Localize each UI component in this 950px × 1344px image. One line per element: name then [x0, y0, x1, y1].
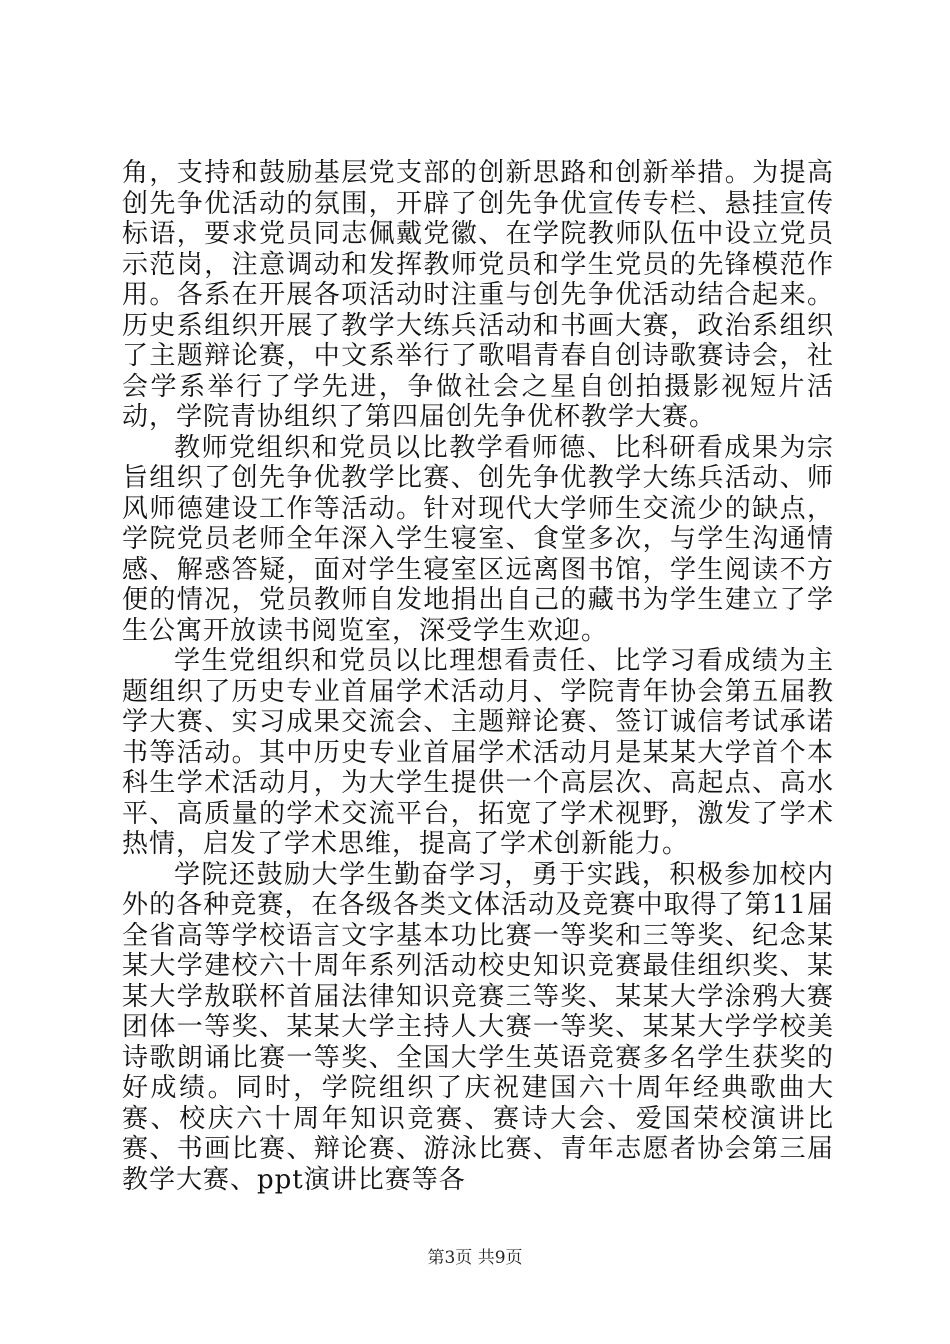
- paragraph: 角，支持和鼓励基层党支部的创新思路和创新举措。为提高创先争优活动的氛围，开辟了创先争优宣传专栏、悬挂宣传标语，要求党员同志佩戴党徽、在学院教师队伍中设立党员示范岗，注意调动和发挥教师党员和学生党员的先锋模范作用。各系在开展各项活动时注重与创先争优活动结合起来。历史系组织开展了教学大练兵活动和书画大赛，政治系组织了主题辩论赛，中文系举行了歌唱青春自创诗歌赛诗会，社会学系举行了学先进，争做社会之星自创拍摄影视短片活动，学院青协组织了第四届创先争优杯教学大赛。: [122, 158, 834, 432]
- paragraph: 学院还鼓励大学生勤奋学习，勇于实践，积极参加校内外的各种竞赛，在各级各类文体活动及竞赛中取得了第11届全省高等学校语言文字基本功比赛一等奖和三等奖、纪念某某大学建校六十周年系列活动校史知识竞赛最佳组织奖、某某大学敖联杯首届法律知识竞赛三等奖、某某大学涂鸦大赛团体一等奖、某某大学主持人大赛一等奖、某某大学学校美诗歌朗诵比赛一等奖、全国大学生英语竞赛多名学生获奖的好成绩。同时，学院组织了庆祝建国六十周年经典歌曲大赛、校庆六十周年知识竞赛、赛诗大会、爱国荣校演讲比赛、书画比赛、辩论赛、游泳比赛、青年志愿者协会第三届教学大赛、ppt演讲比赛等各: [122, 859, 834, 1195]
- paragraph: 教师党组织和党员以比教学看师德、比科研看成果为宗旨组织了创先争优教学比赛、创先争优教学大练兵活动、师风师德建设工作等活动。针对现代大学师生交流少的缺点，学院党员老师全年深入学生寝室、食堂多次，与学生沟通情感、解惑答疑，面对学生寝室区远离图书馆，学生阅读不方便的情况，党员教师自发地捐出自己的藏书为学生建立了学生公寓开放读书阅览室，深受学生欢迎。: [122, 432, 834, 646]
- document-body: [122, 158, 834, 1195]
- paragraph: 学生党组织和党员以比理想看责任、比学习看成绩为主题组织了历史专业首届学术活动月、学院青年协会第五届教学大赛、实习成果交流会、主题辩论赛、签订诚信考试承诺书等活动。其中历史专业首届学术活动月是某某大学首个本科生学术活动月，为大学生提供一个高层次、高起点、高水平、高质量的学术交流平台，拓宽了学术视野，激发了学术热情，启发了学术思维，提高了学术创新能力。: [122, 646, 834, 859]
- page-footer: 第3页 共9页: [427, 1248, 523, 1268]
